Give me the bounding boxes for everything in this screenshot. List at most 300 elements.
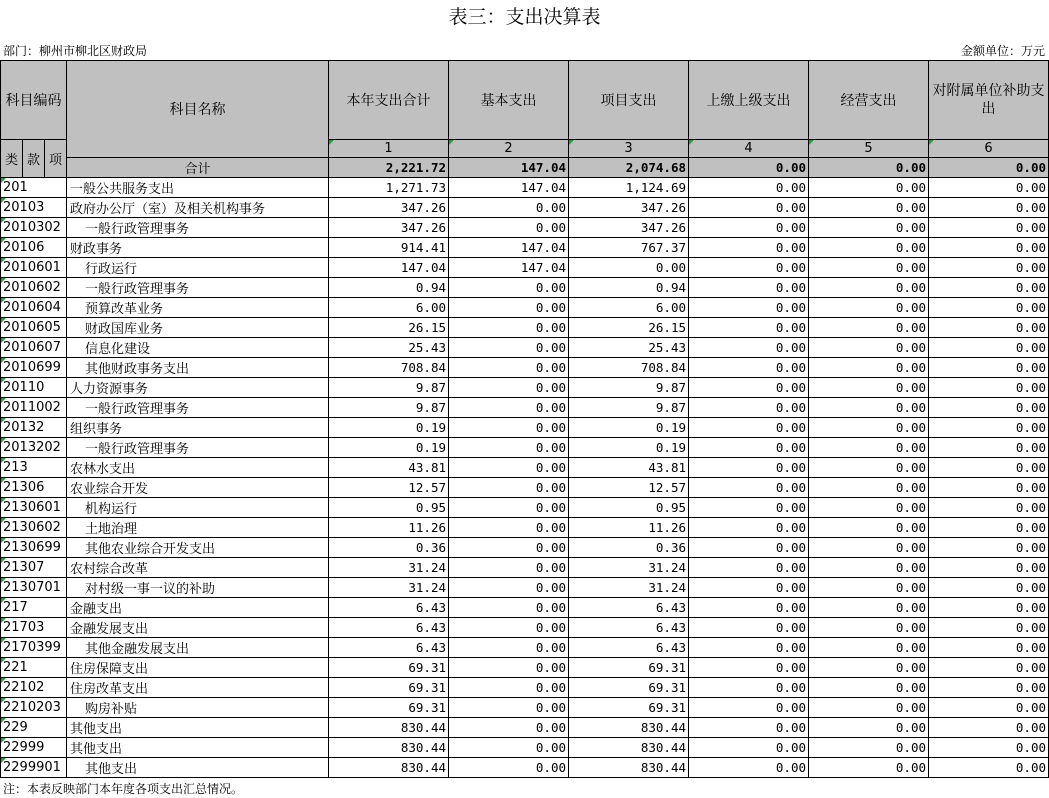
amount-cell: 0.00	[809, 298, 929, 318]
subject-name: 购房补贴	[67, 698, 329, 718]
total-cell: 147.04	[449, 158, 569, 178]
table-row	[1, 498, 1049, 518]
amount-cell: 6.43	[569, 598, 689, 618]
table-row	[1, 518, 1049, 538]
amount-cell: 0.00	[449, 678, 569, 698]
table-body	[1, 178, 1049, 778]
amount-cell: 0.00	[929, 338, 1049, 358]
amount-cell: 0.95	[329, 498, 449, 518]
amount-cell: 25.43	[329, 338, 449, 358]
table-row	[1, 418, 1049, 438]
amount-cell: 147.04	[329, 258, 449, 278]
amount-cell: 0.00	[809, 358, 929, 378]
header-xiang: 项	[45, 140, 67, 178]
amount-cell: 0.00	[809, 658, 929, 678]
subject-name: 一般公共服务支出	[67, 178, 329, 198]
subject-code: 2010602	[1, 278, 67, 298]
amount-cell: 0.00	[809, 638, 929, 658]
amount-cell: 0.00	[809, 698, 929, 718]
total-cell: 0.00	[689, 158, 809, 178]
header-code: 科目编码	[1, 61, 67, 140]
table-row	[1, 638, 1049, 658]
amount-cell: 0.00	[809, 218, 929, 238]
table-row	[1, 178, 1049, 198]
amount-cell: 0.00	[689, 598, 809, 618]
amount-cell: 347.26	[569, 198, 689, 218]
amount-cell: 6.43	[329, 598, 449, 618]
amount-cell: 0.00	[689, 318, 809, 338]
table-row	[1, 558, 1049, 578]
subject-name: 金融发展支出	[67, 618, 329, 638]
amount-cell: 0.00	[929, 358, 1049, 378]
amount-cell: 43.81	[569, 458, 689, 478]
header-lei: 类	[1, 140, 23, 178]
department-label: 部门：柳州市柳北区财政局	[3, 44, 148, 58]
amount-cell: 347.26	[329, 218, 449, 238]
amount-cell: 0.00	[809, 518, 929, 538]
amount-cell: 0.00	[809, 598, 929, 618]
table-row	[1, 618, 1049, 638]
amount-cell: 0.00	[689, 378, 809, 398]
amount-cell: 0.00	[809, 398, 929, 418]
amount-cell: 0.00	[449, 718, 569, 738]
subject-name: 对村级一事一议的补助	[67, 578, 329, 598]
subject-code: 21306	[1, 478, 67, 498]
amount-cell: 0.00	[929, 658, 1049, 678]
amount-cell: 0.19	[329, 418, 449, 438]
subject-code: 22999	[1, 738, 67, 758]
subject-name: 财政事务	[67, 238, 329, 258]
amount-cell: 9.87	[569, 378, 689, 398]
amount-cell: 0.00	[929, 278, 1049, 298]
amount-cell: 69.31	[329, 658, 449, 678]
amount-cell: 6.00	[329, 298, 449, 318]
amount-cell: 0.00	[449, 518, 569, 538]
amount-cell: 0.00	[929, 318, 1049, 338]
amount-cell: 0.00	[569, 258, 689, 278]
amount-cell: 12.57	[569, 478, 689, 498]
amount-cell: 0.00	[809, 618, 929, 638]
subject-name: 人力资源事务	[67, 378, 329, 398]
amount-cell: 69.31	[569, 678, 689, 698]
amount-cell: 9.87	[569, 398, 689, 418]
amount-cell: 9.87	[329, 398, 449, 418]
table-row	[1, 738, 1049, 758]
amount-cell: 767.37	[569, 238, 689, 258]
subject-code: 2130602	[1, 518, 67, 538]
subject-name: 其他财政事务支出	[67, 358, 329, 378]
amount-cell: 0.00	[689, 338, 809, 358]
amount-cell: 0.00	[449, 598, 569, 618]
header-subsidy: 对附属单位补助支出	[929, 61, 1049, 140]
amount-cell: 0.00	[689, 258, 809, 278]
subject-code: 20106	[1, 238, 67, 258]
amount-cell: 31.24	[329, 558, 449, 578]
subject-name: 预算改革业务	[67, 298, 329, 318]
amount-cell: 0.00	[689, 398, 809, 418]
subject-code: 2011002	[1, 398, 67, 418]
amount-cell: 0.00	[929, 598, 1049, 618]
subject-code: 2130601	[1, 498, 67, 518]
amount-cell: 0.00	[929, 638, 1049, 658]
total-cell: 2,074.68	[569, 158, 689, 178]
amount-cell: 6.43	[569, 618, 689, 638]
header-name: 科目名称	[67, 61, 329, 158]
subject-name: 其他支出	[67, 758, 329, 778]
amount-cell: 147.04	[449, 178, 569, 198]
subject-code: 217	[1, 598, 67, 618]
amount-cell: 0.00	[689, 178, 809, 198]
amount-cell: 0.00	[809, 738, 929, 758]
amount-cell: 347.26	[569, 218, 689, 238]
amount-cell: 9.87	[329, 378, 449, 398]
expenditure-table	[0, 60, 1049, 778]
subject-name: 一般行政管理事务	[67, 398, 329, 418]
amount-cell: 0.00	[689, 498, 809, 518]
amount-cell: 0.00	[929, 438, 1049, 458]
subject-code: 20110	[1, 378, 67, 398]
amount-cell: 0.00	[449, 638, 569, 658]
amount-cell: 0.00	[449, 218, 569, 238]
amount-cell: 0.00	[449, 418, 569, 438]
total-cell: 2,221.72	[329, 158, 449, 178]
table-row	[1, 718, 1049, 738]
amount-cell: 69.31	[329, 678, 449, 698]
amount-cell: 0.00	[809, 438, 929, 458]
amount-cell: 31.24	[569, 578, 689, 598]
amount-cell: 11.26	[569, 518, 689, 538]
amount-cell: 147.04	[449, 238, 569, 258]
unit-label: 金额单位：万元	[960, 44, 1045, 58]
header-upper: 上缴上级支出	[689, 61, 809, 140]
subject-name: 财政国库业务	[67, 318, 329, 338]
subject-code: 2010604	[1, 298, 67, 318]
header-basic: 基本支出	[449, 61, 569, 140]
amount-cell: 25.43	[569, 338, 689, 358]
subject-code: 201	[1, 178, 67, 198]
amount-cell: 0.00	[689, 358, 809, 378]
amount-cell: 0.00	[689, 238, 809, 258]
amount-cell: 26.15	[569, 318, 689, 338]
col-number-2: 2	[449, 140, 569, 158]
subject-name: 金融支出	[67, 598, 329, 618]
amount-cell: 0.00	[689, 718, 809, 738]
amount-cell: 6.43	[329, 618, 449, 638]
subject-name: 农村综合改革	[67, 558, 329, 578]
table-row	[1, 378, 1049, 398]
amount-cell: 0.00	[449, 658, 569, 678]
subject-name: 一般行政管理事务	[67, 278, 329, 298]
amount-cell: 830.44	[569, 758, 689, 778]
amount-cell: 0.00	[449, 578, 569, 598]
table-row	[1, 278, 1049, 298]
subject-code: 22102	[1, 678, 67, 698]
table-row	[1, 218, 1049, 238]
amount-cell: 0.00	[809, 318, 929, 338]
amount-cell: 0.00	[689, 698, 809, 718]
amount-cell: 0.00	[449, 498, 569, 518]
table-row	[1, 578, 1049, 598]
table-row	[1, 758, 1049, 778]
amount-cell: 0.00	[689, 538, 809, 558]
amount-cell: 0.00	[929, 418, 1049, 438]
amount-cell: 26.15	[329, 318, 449, 338]
amount-cell: 0.00	[929, 758, 1049, 778]
subject-code: 213	[1, 458, 67, 478]
amount-cell: 0.00	[449, 698, 569, 718]
amount-cell: 0.00	[689, 678, 809, 698]
table-row	[1, 458, 1049, 478]
subject-name: 其他支出	[67, 718, 329, 738]
total-cell: 0.00	[809, 158, 929, 178]
amount-cell: 830.44	[329, 758, 449, 778]
amount-cell: 0.00	[929, 498, 1049, 518]
amount-cell: 0.00	[929, 538, 1049, 558]
subject-name: 其他金融发展支出	[67, 638, 329, 658]
table-row	[1, 198, 1049, 218]
table-row	[1, 338, 1049, 358]
amount-cell: 0.00	[929, 258, 1049, 278]
header-project: 项目支出	[569, 61, 689, 140]
amount-cell: 0.00	[689, 638, 809, 658]
amount-cell: 0.00	[809, 538, 929, 558]
amount-cell: 0.00	[809, 458, 929, 478]
subject-name: 信息化建设	[67, 338, 329, 358]
amount-cell: 0.00	[689, 458, 809, 478]
subject-name: 农林水支出	[67, 458, 329, 478]
subject-code: 2299901	[1, 758, 67, 778]
amount-cell: 6.43	[569, 638, 689, 658]
subject-code: 2013202	[1, 438, 67, 458]
table-row	[1, 698, 1049, 718]
amount-cell: 0.00	[449, 738, 569, 758]
amount-cell: 0.19	[569, 418, 689, 438]
table-row	[1, 678, 1049, 698]
amount-cell: 347.26	[329, 198, 449, 218]
total-cell: 0.00	[929, 158, 1049, 178]
amount-cell: 0.00	[689, 578, 809, 598]
subject-code: 2010601	[1, 258, 67, 278]
amount-cell: 0.00	[449, 278, 569, 298]
amount-cell: 0.00	[449, 478, 569, 498]
subject-name: 其他农业综合开发支出	[67, 538, 329, 558]
subject-code: 20103	[1, 198, 67, 218]
amount-cell: 0.00	[929, 478, 1049, 498]
amount-cell: 0.00	[449, 618, 569, 638]
amount-cell: 0.00	[449, 398, 569, 418]
subject-code: 2010699	[1, 358, 67, 378]
amount-cell: 0.00	[449, 438, 569, 458]
amount-cell: 31.24	[569, 558, 689, 578]
subject-code: 2010605	[1, 318, 67, 338]
subject-name: 行政运行	[67, 258, 329, 278]
amount-cell: 0.00	[809, 418, 929, 438]
table-row	[1, 238, 1049, 258]
amount-cell: 0.00	[689, 418, 809, 438]
amount-cell: 0.00	[689, 518, 809, 538]
amount-cell: 0.00	[929, 398, 1049, 418]
amount-cell: 0.00	[689, 298, 809, 318]
amount-cell: 0.19	[329, 438, 449, 458]
amount-cell: 0.94	[569, 278, 689, 298]
amount-cell: 0.00	[449, 318, 569, 338]
amount-cell: 0.00	[689, 198, 809, 218]
subject-code: 2010607	[1, 338, 67, 358]
subject-name: 组织事务	[67, 418, 329, 438]
amount-cell: 0.00	[809, 238, 929, 258]
subject-name: 土地治理	[67, 518, 329, 538]
amount-cell: 0.00	[809, 678, 929, 698]
amount-cell: 0.00	[809, 338, 929, 358]
amount-cell: 0.00	[929, 218, 1049, 238]
amount-cell: 0.00	[929, 198, 1049, 218]
subject-code: 20132	[1, 418, 67, 438]
amount-cell: 0.00	[809, 758, 929, 778]
amount-cell: 0.00	[449, 558, 569, 578]
amount-cell: 0.00	[929, 698, 1049, 718]
amount-cell: 69.31	[569, 698, 689, 718]
amount-cell: 0.19	[569, 438, 689, 458]
amount-cell: 0.00	[809, 558, 929, 578]
amount-cell: 0.00	[929, 678, 1049, 698]
amount-cell: 0.00	[449, 338, 569, 358]
subject-name: 一般行政管理事务	[67, 218, 329, 238]
amount-cell: 0.00	[449, 458, 569, 478]
amount-cell: 0.00	[809, 498, 929, 518]
table-row	[1, 438, 1049, 458]
amount-cell: 708.84	[329, 358, 449, 378]
amount-cell: 0.94	[329, 278, 449, 298]
amount-cell: 0.00	[929, 518, 1049, 538]
amount-cell: 0.00	[449, 378, 569, 398]
col-number-1: 1	[329, 140, 449, 158]
amount-cell: 0.00	[449, 358, 569, 378]
amount-cell: 147.04	[449, 258, 569, 278]
amount-cell: 830.44	[569, 718, 689, 738]
amount-cell: 0.00	[809, 578, 929, 598]
amount-cell: 0.00	[929, 458, 1049, 478]
subject-code: 21703	[1, 618, 67, 638]
amount-cell: 830.44	[329, 738, 449, 758]
amount-cell: 830.44	[569, 738, 689, 758]
amount-cell: 830.44	[329, 718, 449, 738]
amount-cell: 0.00	[929, 378, 1049, 398]
subject-code: 2210203	[1, 698, 67, 718]
amount-cell: 0.00	[689, 758, 809, 778]
amount-cell: 69.31	[329, 698, 449, 718]
amount-cell: 0.00	[929, 618, 1049, 638]
subject-name: 一般行政管理事务	[67, 438, 329, 458]
amount-cell: 0.00	[449, 298, 569, 318]
amount-cell: 0.00	[929, 738, 1049, 758]
amount-cell: 6.00	[569, 298, 689, 318]
header-kuan: 款	[23, 140, 45, 178]
table-row	[1, 658, 1049, 678]
amount-cell: 11.26	[329, 518, 449, 538]
amount-cell: 0.00	[929, 578, 1049, 598]
subject-code: 229	[1, 718, 67, 738]
amount-cell: 0.00	[809, 378, 929, 398]
col-number-4: 4	[689, 140, 809, 158]
amount-cell: 1,271.73	[329, 178, 449, 198]
subject-name: 其他支出	[67, 738, 329, 758]
amount-cell: 0.36	[329, 538, 449, 558]
amount-cell: 0.00	[809, 198, 929, 218]
amount-cell: 0.00	[809, 278, 929, 298]
subject-code: 2170399	[1, 638, 67, 658]
amount-cell: 6.43	[329, 638, 449, 658]
amount-cell: 0.00	[809, 178, 929, 198]
header-heji: 合计	[67, 158, 329, 178]
table-row	[1, 358, 1049, 378]
subject-code: 2010302	[1, 218, 67, 238]
header-total: 本年支出合计	[329, 61, 449, 140]
col-number-6: 6	[929, 140, 1049, 158]
subject-name: 住房保障支出	[67, 658, 329, 678]
table-row	[1, 478, 1049, 498]
amount-cell: 914.41	[329, 238, 449, 258]
table-row	[1, 298, 1049, 318]
amount-cell: 0.00	[689, 618, 809, 638]
amount-cell: 0.00	[449, 538, 569, 558]
amount-cell: 0.00	[929, 178, 1049, 198]
subject-code: 2130701	[1, 578, 67, 598]
table-row	[1, 318, 1049, 338]
amount-cell: 0.00	[689, 478, 809, 498]
subject-code: 21307	[1, 558, 67, 578]
table-row	[1, 258, 1049, 278]
col-number-5: 5	[809, 140, 929, 158]
table-row	[1, 398, 1049, 418]
amount-cell: 0.00	[809, 718, 929, 738]
subject-name: 政府办公厅（室）及相关机构事务	[67, 198, 329, 218]
amount-cell: 708.84	[569, 358, 689, 378]
subject-name: 住房改革支出	[67, 678, 329, 698]
amount-cell: 0.00	[689, 658, 809, 678]
subject-name: 机构运行	[67, 498, 329, 518]
table-row	[1, 598, 1049, 618]
footnote: 注：本表反映部门本年度各项支出汇总情况。	[3, 782, 244, 796]
subject-name: 农业综合开发	[67, 478, 329, 498]
amount-cell: 0.00	[689, 278, 809, 298]
amount-cell: 0.00	[689, 738, 809, 758]
amount-cell: 0.95	[569, 498, 689, 518]
amount-cell: 0.00	[449, 758, 569, 778]
header-business: 经营支出	[809, 61, 929, 140]
amount-cell: 0.00	[809, 258, 929, 278]
amount-cell: 0.00	[689, 558, 809, 578]
amount-cell: 12.57	[329, 478, 449, 498]
subject-code: 221	[1, 658, 67, 678]
page-title: 表三：支出决算表	[448, 6, 601, 28]
col-number-3: 3	[569, 140, 689, 158]
amount-cell: 0.00	[449, 198, 569, 218]
amount-cell: 0.00	[929, 298, 1049, 318]
amount-cell: 0.00	[689, 438, 809, 458]
amount-cell: 69.31	[569, 658, 689, 678]
amount-cell: 0.36	[569, 538, 689, 558]
amount-cell: 43.81	[329, 458, 449, 478]
amount-cell: 31.24	[329, 578, 449, 598]
table-row	[1, 538, 1049, 558]
amount-cell: 0.00	[809, 478, 929, 498]
amount-cell: 0.00	[689, 218, 809, 238]
amount-cell: 1,124.69	[569, 178, 689, 198]
amount-cell: 0.00	[929, 718, 1049, 738]
subject-code: 2130699	[1, 538, 67, 558]
amount-cell: 0.00	[929, 238, 1049, 258]
amount-cell: 0.00	[929, 558, 1049, 578]
